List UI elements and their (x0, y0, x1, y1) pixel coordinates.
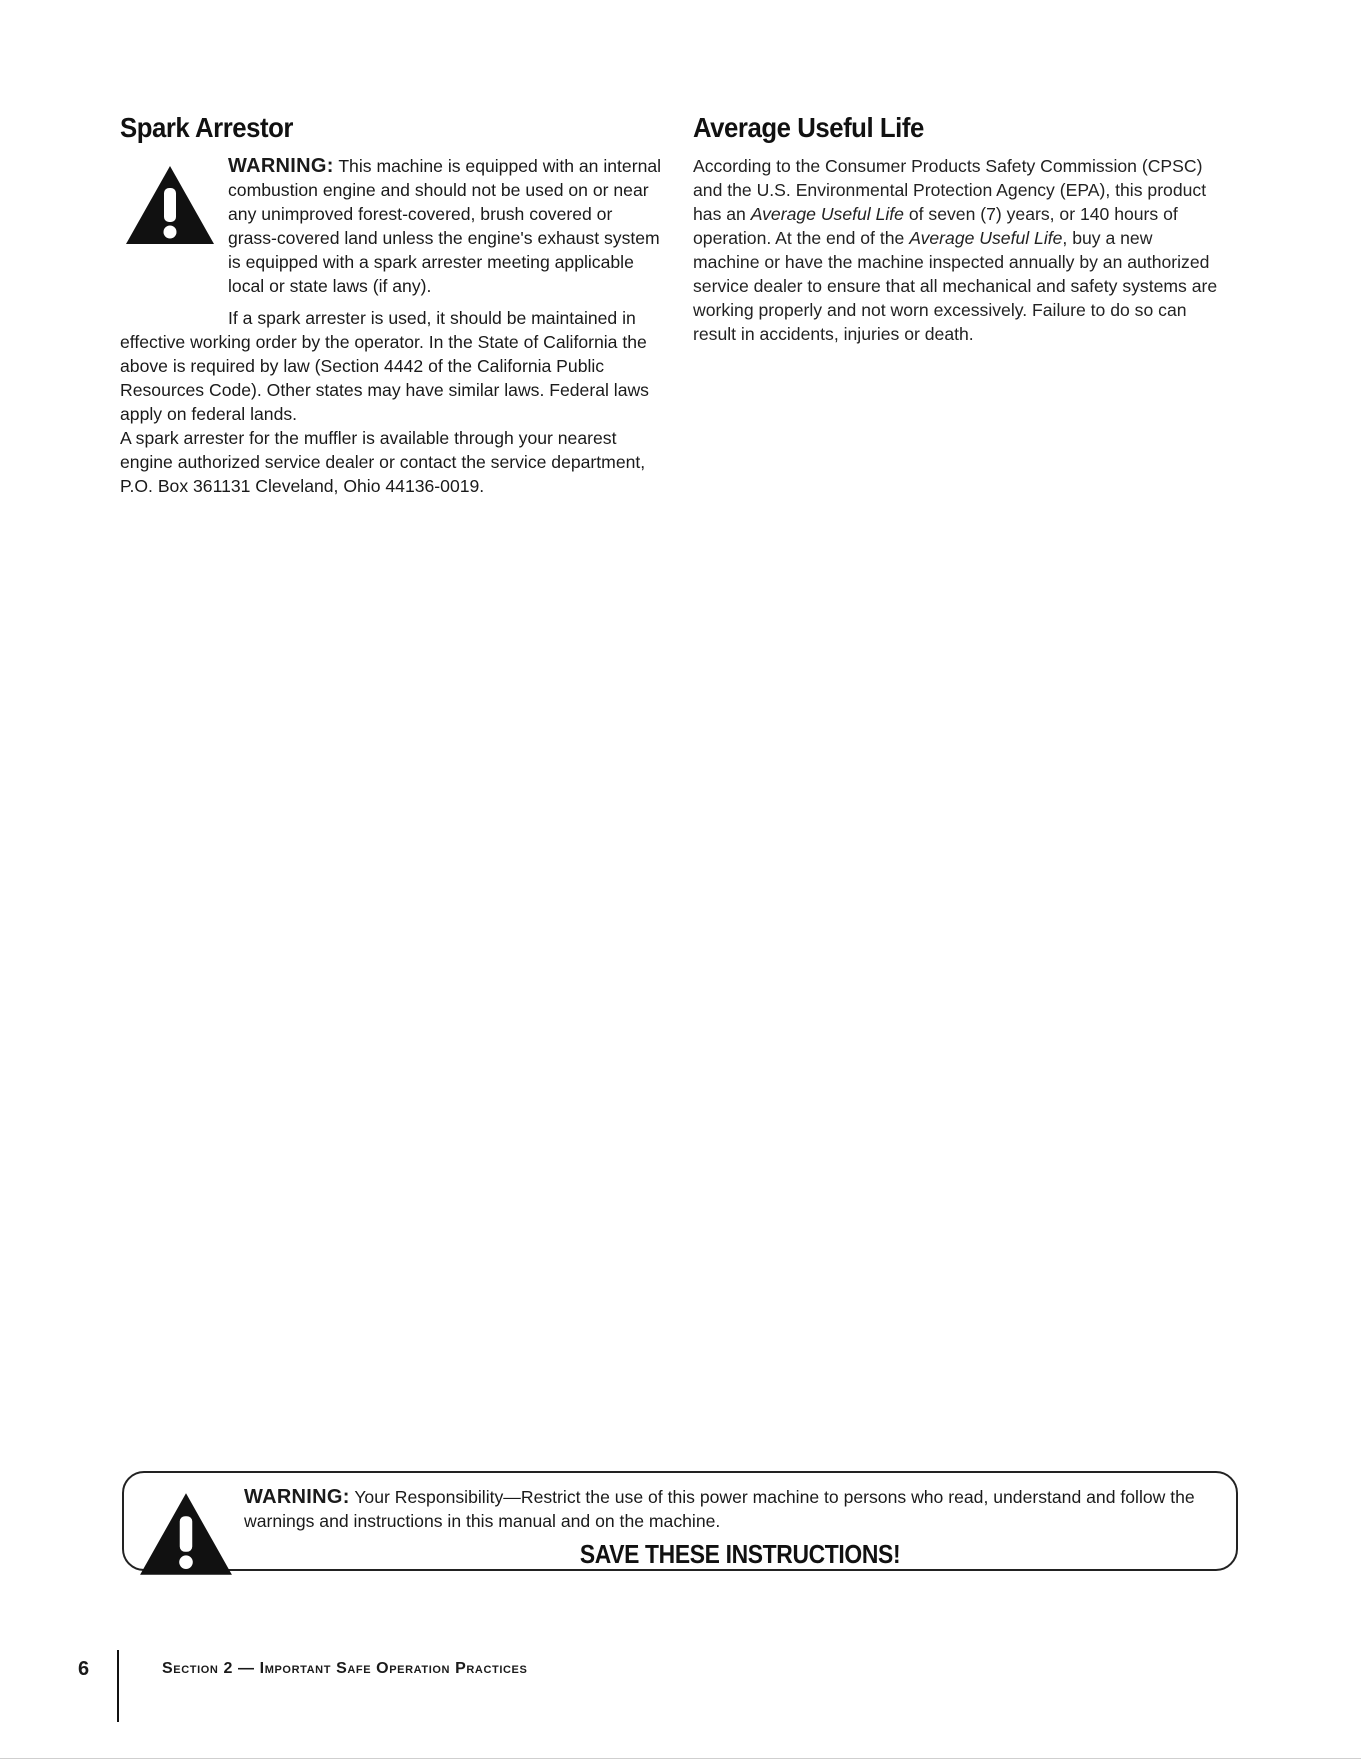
page-bottom-edge (0, 1758, 1361, 1759)
responsibility-warning-text: Your Responsibility—Restrict the use of this power machine to persons who read, understand and follow the warnings and instructions in this manual and on the machine. (244, 1487, 1195, 1531)
spark-warning-block (120, 154, 665, 298)
useful-life-paragraph (693, 154, 1223, 346)
responsibility-warning-text-container (244, 1485, 1204, 1533)
page-number: 6 (78, 1658, 90, 1680)
save-instructions-banner (124, 1539, 1236, 1570)
footer-divider (117, 1650, 119, 1722)
spark-warning-label: WARNING: (228, 155, 334, 177)
responsibility-warning-box (122, 1471, 1238, 1571)
spark-arrestor-heading: Spark Arrestor (120, 112, 294, 143)
spark-paragraph-1: If a spark arrester is used, it should be maintained in effective working order by the operator. In the State of California the above is required by law (Section 4442 of the California Public Resources Code). Other states may have similar laws. Federal laws apply on federal lands. (120, 308, 649, 424)
responsibility-warning-label: WARNING: (244, 1486, 350, 1508)
save-instructions-text: SAVE THESE INSTRUCTIONS! (579, 1539, 901, 1569)
spark-arrestor-section (120, 112, 665, 498)
useful-life-heading: Average Useful Life (693, 112, 924, 143)
warning-triangle-icon (124, 164, 216, 246)
useful-life-section (693, 112, 1223, 346)
spark-warning-text: This machine is equipped with an internal combustion engine and should not be used on or near any unimproved forest-covered, brush covered or grass-covered land unless the engine's exhaust system is equipped with a spark arrester meeting applicable local or state laws (if any). (228, 156, 662, 296)
useful-life-text-2: of seven (7) years, or 140 hours of operation. At the end of the (693, 204, 1178, 248)
footer-section-title: Section 2 — Important Safe Operation Practices (162, 1660, 528, 1677)
useful-life-emphasis-2: Average Useful Life (909, 228, 1063, 248)
useful-life-text-1: According to the Consumer Products Safety Commission (CPSC) and the U.S. Environmental Protection Agency (EPA), this product has an (693, 156, 1207, 224)
useful-life-text-3: , buy a new machine or have the machine inspected annually by an authorized service dealer to ensure that all mechanical and safety systems are working properly and not worn excessively. Failure to do so can result in accidents, injuries or death. (693, 228, 1218, 344)
spark-paragraph-2: A spark arrester for the muffler is available through your nearest engine authorized service dealer or contact the service department, P.O. Box 361131 Cleveland, Ohio 44136-0019. (120, 428, 646, 496)
page-footer (0, 1650, 1361, 1720)
useful-life-emphasis-1: Average Useful Life (750, 204, 904, 224)
spark-warning-text-container (228, 154, 665, 298)
